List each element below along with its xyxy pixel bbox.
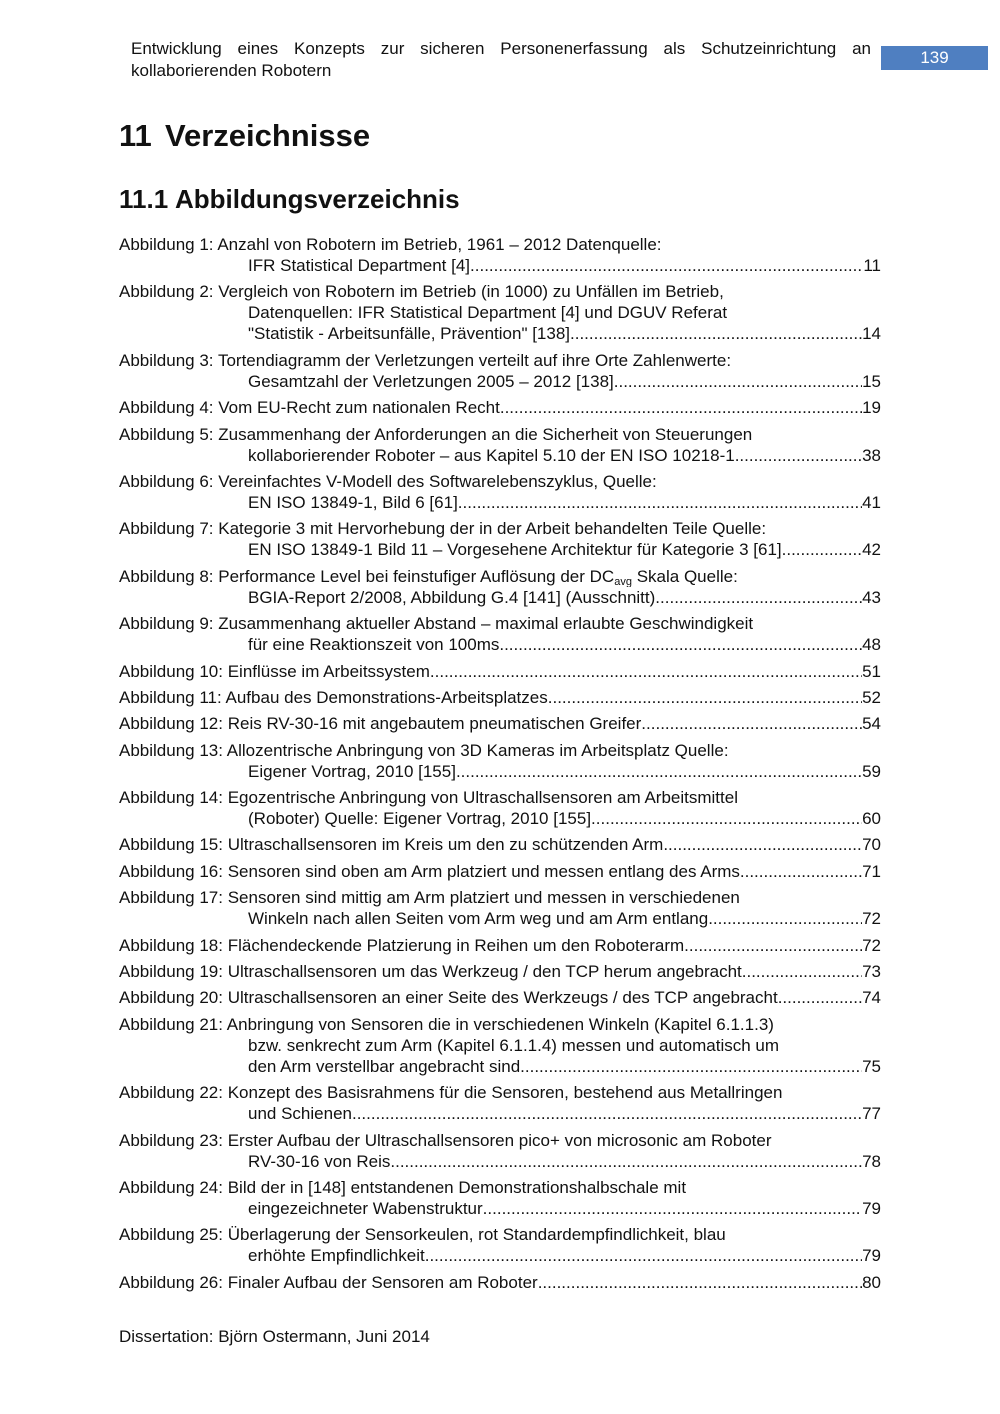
entry-title-line: (Roboter) Quelle: Eigener Vortrag, 2010 [155] [248,809,592,829]
entry-text [119,425,752,444]
entry-text [119,834,663,855]
entry-line [119,397,881,418]
figure-list-entry[interactable] [119,787,881,829]
entry-line [119,1056,881,1077]
entry-line [119,1224,881,1245]
entry-text [119,888,740,907]
dot-leader [352,1103,862,1124]
entry-line [119,234,881,255]
entry-label: Abbildung 14: [119,788,223,808]
entry-line [119,424,881,445]
entry-text [119,472,657,491]
entry-line [119,687,881,708]
entry-title-line: Zusammenhang aktueller Abstand – maximal erlaubte Geschwindigkeit [218,614,754,634]
dot-leader [430,661,862,682]
entry-label: Abbildung 2: [119,282,214,302]
entry-line [119,908,881,929]
dot-leader [655,587,862,608]
entry-title-part: Skala Quelle: [631,566,738,586]
entry-line [119,935,881,956]
entry-line [119,987,881,1008]
dot-leader [425,1245,862,1266]
entry-text [248,808,591,829]
entry-page-number: 11 [863,256,881,275]
entry-title-line: erhöhte Empfindlichkeit [248,1246,425,1266]
figure-list [119,234,881,1298]
entry-title-line: Gesamtzahl der Verletzungen 2005 – 2012 [138] [248,371,614,391]
entry-label: Abbildung 10: [119,661,223,681]
entry-line [119,255,881,276]
page-number-badge: 139 [881,46,988,70]
entry-text [248,303,727,322]
entry-page-number: 74 [862,988,881,1008]
figure-list-entry[interactable] [119,566,881,608]
entry-line [119,471,881,492]
entry-title-line: IFR Statistical Department [4] [248,256,471,275]
entry-line [119,445,881,466]
running-header: Entwicklung eines Konzepts zur sicheren Personenerfassung als Schutzeinrichtung an kollaborierenden Robotern [131,39,871,80]
dot-leader [483,1198,862,1219]
entry-title-line: Winkeln nach allen Seiten vom Arm weg und am Arm entlang [248,909,709,929]
entry-title-line: Bild der in [148] entstandenen Demonstrationshalbschale mit [227,1177,687,1197]
entry-page-number: 72 [862,935,881,955]
dot-leader [591,808,862,829]
entry-title-line: "Statistik - Arbeitsunfälle, Prävention" [138] [248,324,571,344]
entry-title-line: Kategorie 3 mit Hervorhebung der in der Arbeit behandelten Teile Quelle: [218,519,767,539]
entry-page-number: 79 [862,1198,881,1218]
figure-list-entry[interactable] [119,687,881,708]
entry-title-line: BGIA-Report 2/2008, Abbildung G.4 [141] (Ausschnitt) [248,587,656,607]
dot-leader [663,834,862,855]
entry-title-line: RV-30-16 von Reis [248,1151,391,1171]
entry-line [119,323,881,344]
entry-line [119,1177,881,1198]
figure-list-entry[interactable] [119,350,881,392]
dot-leader [735,445,862,466]
entry-line [119,861,881,882]
entry-text [248,492,458,513]
entry-title-line: den Arm verstellbar angebracht sind [248,1056,521,1076]
dot-leader [708,908,862,929]
entry-text [119,687,548,708]
entry-title-line: Ultraschallsensoren an einer Seite des Werkzeugs / des TCP angebracht [227,988,778,1008]
entry-text [119,987,778,1008]
entry-text [119,567,738,586]
entry-line [119,350,881,371]
dot-leader [470,255,863,276]
dot-leader [520,1056,862,1077]
entry-line [119,961,881,982]
entry-page-number: 73 [862,962,881,982]
dot-leader [500,397,862,418]
figure-list-entry[interactable] [119,740,881,782]
figure-list-entry[interactable] [119,1177,881,1219]
entry-text [119,1083,782,1102]
entry-text [248,323,570,344]
entry-page-number: 80 [862,1272,881,1292]
entry-text [119,614,753,633]
entry-title-line: Ultraschallsensoren um das Werkzeug / den TCP herum angebracht [227,962,742,982]
entry-title-line: Vereinfachtes V-Modell des Softwarelebenszyklus, Quelle: [218,471,657,491]
entry-page-number: 14 [862,324,881,344]
entry-title-line: Vom EU-Recht zum nationalen Recht [218,398,500,418]
entry-title-line: Tortendiagramm der Verletzungen verteilt auf ihre Orte Zahlenwerte: [217,350,732,370]
entry-label: Abbildung 11: [119,687,222,707]
entry-label: Abbildung 5: [119,424,214,444]
entry-line [119,761,881,782]
entry-title-line: kollaborierender Roboter – aus Kapitel 5.10 der EN ISO 10218-1 [248,445,735,465]
entry-line [119,1198,881,1219]
entry-text [119,1225,726,1244]
entry-title-line: Ultraschallsensoren im Kreis um den zu schützenden Arm [227,835,664,855]
entry-page-number: 41 [862,492,881,512]
entry-page-number: 19 [862,398,881,418]
entry-title-line: Einflüsse im Arbeitssystem [227,661,430,681]
entry-text [248,445,735,466]
entry-line [119,1272,881,1293]
entry-text [119,713,641,734]
entry-line [119,518,881,539]
entry-page-number: 70 [862,835,881,855]
entry-label: Abbildung 22: [119,1083,223,1103]
figure-list-entry[interactable] [119,471,881,513]
entry-line [119,887,881,908]
entry-label: Abbildung 17: [119,888,223,908]
figure-list-entry[interactable] [119,1014,881,1077]
figure-list-entry[interactable] [119,987,881,1008]
entry-title-line: Finaler Aufbau der Sensoren am Roboter [227,1272,538,1292]
entry-label: Abbildung 15: [119,835,223,855]
entry-label: Abbildung 6: [119,471,214,491]
dot-leader [499,634,862,655]
section-number: 11.1 [119,184,169,214]
dot-leader [740,861,862,882]
entry-text [248,1151,390,1172]
page-footer: Dissertation: Björn Ostermann, Juni 2014 [119,1327,430,1346]
entry-title-line: Konzept des Basisrahmens für die Sensoren, bestehend aus Metallringen [227,1083,783,1103]
figure-list-entry[interactable] [119,961,881,982]
entry-page-number: 79 [862,1246,881,1266]
entry-page-number: 51 [862,661,881,681]
entry-text [248,1056,520,1077]
entry-page-number: 52 [862,687,881,707]
entry-line [119,566,881,587]
dot-leader [538,1272,862,1293]
entry-text [248,587,655,608]
entry-line [119,302,881,323]
entry-line [119,1103,881,1124]
entry-line [119,1245,881,1266]
entry-text [119,861,740,882]
entry-text [248,1245,425,1266]
entry-line [119,1035,881,1056]
chapter-heading [119,116,370,156]
entry-line [119,787,881,808]
chapter-number: 11 [119,118,152,153]
entry-label: Abbildung 19: [119,962,223,982]
entry-line [119,834,881,855]
entry-text [248,1198,483,1219]
figure-list-entry[interactable] [119,834,881,855]
figure-list-entry[interactable] [119,861,881,882]
figure-list-entry[interactable] [119,424,881,466]
entry-line [119,1082,881,1103]
entry-text [248,371,614,392]
entry-page-number: 42 [862,540,881,560]
entry-title-line: Reis RV-30-16 mit angebautem pneumatischen Greifer [227,714,642,734]
entry-label: Abbildung 21: [119,1014,223,1034]
entry-line [119,1130,881,1151]
entry-label: Abbildung 26: [119,1272,223,1292]
entry-text [248,1036,779,1055]
entry-title-line: für eine Reaktionszeit von 100ms [248,635,500,655]
entry-page-number: 72 [862,909,881,929]
entry-label: Abbildung 4: [119,398,214,418]
figure-list-entry[interactable] [119,234,881,276]
entry-title-line: Überlagerung der Sensorkeulen, rot Standardempfindlichkeit, blau [227,1225,726,1245]
entry-line [119,613,881,634]
entry-title-line: und Schienen [248,1104,352,1124]
entry-text [119,1272,538,1293]
entry-text [119,1178,686,1197]
entry-label: Abbildung 8: [119,566,214,586]
entry-text [248,908,708,929]
entry-text [119,788,738,807]
dot-leader [456,761,862,782]
figure-list-entry[interactable] [119,281,881,344]
dot-leader [782,539,862,560]
entry-text [248,539,782,560]
entry-page-number: 75 [862,1056,881,1076]
entry-label: Abbildung 23: [119,1130,223,1150]
entry-page-number: 78 [862,1151,881,1171]
entry-text [119,961,742,982]
figure-list-entry[interactable] [119,661,881,682]
entry-title-line: Flächendeckende Platzierung in Reihen um den Roboterarm [227,935,685,955]
entry-title-line: eingezeichneter Wabenstruktur [248,1198,483,1218]
entry-label: Abbildung 16: [119,861,223,881]
figure-list-entry[interactable] [119,713,881,734]
figure-list-entry[interactable] [119,1272,881,1293]
entry-label: Abbildung 7: [119,519,214,539]
dot-leader [570,323,862,344]
entry-label: Abbildung 1: [119,235,214,254]
entry-title-part: Performance Level bei feinstufiger Auflösung der DC [218,566,615,586]
entry-text [119,519,766,538]
entry-title-line: Anzahl von Robotern im Betrieb, 1961 – 2012 Datenquelle: [217,235,662,254]
entry-text [248,634,499,655]
entry-page-number: 15 [862,371,881,391]
entry-text [119,282,724,301]
dot-leader [778,987,862,1008]
entry-label: Abbildung 3: [119,350,214,370]
figure-list-entry[interactable] [119,518,881,560]
entry-page-number: 38 [862,445,881,465]
entry-title-line: Datenquellen: IFR Statistical Department [4] und DGUV Referat [248,303,728,323]
entry-line [119,587,881,608]
entry-title-line: Zusammenhang der Anforderungen an die Sicherheit von Steuerungen [218,424,753,444]
entry-title-line: Allozentrische Anbringung von 3D Kameras im Arbeitsplatz Quelle: [226,740,729,760]
entry-title-line: EN ISO 13849-1, Bild 6 [61] [248,492,458,512]
dot-leader [641,713,862,734]
entry-text [119,1131,772,1150]
chapter-title: Verzeichnisse [165,118,371,153]
entry-text [248,761,456,782]
entry-title-line: Vergleich von Robotern im Betrieb (in 1000) zu Unfällen im Betrieb, [218,282,724,302]
entry-title-line: Eigener Vortrag, 2010 [155] [248,761,456,781]
entry-text [119,351,731,370]
entry-title-line: EN ISO 13849-1 Bild 11 – Vorgesehene Architektur für Kategorie 3 [61] [248,540,782,560]
entry-label: Abbildung 18: [119,935,223,955]
entry-label: Abbildung 20: [119,988,223,1008]
entry-title-line: Sensoren sind oben am Arm platziert und messen entlang des Arms [227,861,740,881]
entry-line [119,634,881,655]
entry-title-line: Aufbau des Demonstrations-Arbeitsplatzes [225,687,548,707]
figure-list-entry[interactable] [119,1224,881,1266]
entry-text [119,741,729,760]
entry-line [119,1014,881,1035]
entry-line [119,281,881,302]
entry-subscript: avg [614,575,632,587]
dot-leader [390,1151,862,1172]
entry-line [119,740,881,761]
entry-line [119,371,881,392]
entry-title-line: Anbringung von Sensoren die in verschiedenen Winkeln (Kapitel 6.1.1.3) [226,1014,774,1034]
entry-text [119,397,500,418]
entry-page-number: 60 [862,809,881,829]
entry-text [119,235,662,254]
entry-line [119,492,881,513]
entry-title-line: Erster Aufbau der Ultraschallsensoren pico+ von microsonic am Roboter [227,1130,772,1150]
entry-label: Abbildung 9: [119,614,214,634]
entry-page-number: 48 [862,635,881,655]
dot-leader [458,492,862,513]
entry-page-number: 71 [862,861,881,881]
entry-line [119,539,881,560]
entry-text [119,935,684,956]
entry-page-number: 77 [862,1104,881,1124]
entry-page-number: 54 [862,714,881,734]
figure-list-entry[interactable] [119,1082,881,1124]
entry-label: Abbildung 25: [119,1225,223,1245]
figure-list-entry[interactable] [119,887,881,929]
figure-list-entry[interactable] [119,397,881,418]
dot-leader [684,935,862,956]
entry-text [248,255,470,276]
entry-page-number: 59 [862,761,881,781]
entry-title-line: bzw. senkrecht zum Arm (Kapitel 6.1.1.4) messen und automatisch um [248,1035,780,1055]
entry-text [248,1103,352,1124]
entry-line [119,713,881,734]
entry-label: Abbildung 12: [119,714,223,734]
entry-text [119,661,430,682]
figure-list-entry[interactable] [119,935,881,956]
section-heading [119,182,460,216]
entry-label: Abbildung 13: [119,740,223,760]
entry-title-line: Egozentrische Anbringung von Ultraschallsensoren am Arbeitsmittel [227,788,738,808]
figure-list-entry[interactable] [119,613,881,655]
entry-text [119,1015,774,1034]
entry-line [119,808,881,829]
entry-line [119,661,881,682]
section-title: Abbildungsverzeichnis [175,184,460,214]
entry-label: Abbildung 24: [119,1177,223,1197]
entry-title-line: Sensoren sind mittig am Arm platziert und messen in verschiedenen [227,888,740,908]
figure-list-entry[interactable] [119,1130,881,1172]
entry-line [119,1151,881,1172]
dot-leader [614,371,862,392]
entry-page-number: 43 [862,587,881,607]
dot-leader [548,687,862,708]
dot-leader [742,961,862,982]
